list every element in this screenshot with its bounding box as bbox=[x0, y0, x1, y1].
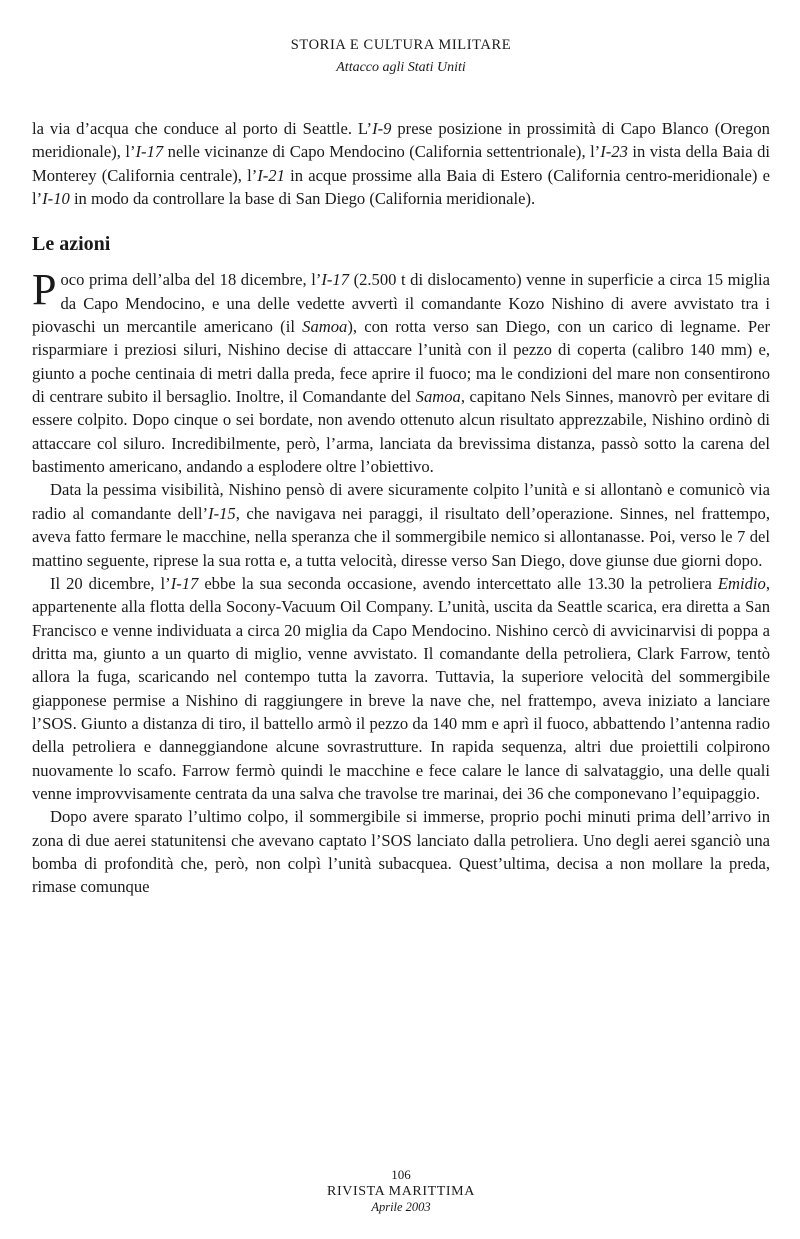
section-title: Le azioni bbox=[32, 233, 111, 256]
paragraph-3 bbox=[32, 572, 770, 805]
vessel-name-samoa: Samoa bbox=[415, 387, 461, 407]
running-header-title: STORIA E CULTURA MILITARE bbox=[290, 37, 512, 53]
vessel-name-i21: I-21 bbox=[257, 165, 285, 185]
vessel-name-samoa: Samoa bbox=[302, 317, 348, 337]
intro-text-5: in acque prossime alla Baia di Estero (California centro-meridionale) e l’ bbox=[32, 165, 770, 209]
p4-text-1: Dopo avere sparato l’ultimo colpo, il sommergibile si immerse, proprio pochi minuti prima dell’arrivo in zona di due aerei statunitensi che avevano captato l’SOS lanciato dalla petroliera. Uno degli aerei sganciò una bomba di profondità che, però, non colpì l’unità subacquea. Quest’ultima, decisa a non mollare la preda, rimase comunque bbox=[32, 807, 770, 897]
p1-text-3: ), con rotta verso san Diego, con un carico di legname. Per risparmiare i preziosi siluri, Nishino decise di attaccare l’unità con il pezzo di coperta (calibro 140 mm) e, giunto a poche centinaia di metri dalla preda, fece aprire il fuoco; ma le condizioni del mare non consentirono di centrare subito il bersaglio. Inoltre, il Comandante del bbox=[32, 317, 771, 407]
intro-text-4: in vista della Baia di Monterey (California centrale), l’ bbox=[32, 142, 770, 185]
p1-text-1: oco prima dell’alba del 18 dicembre, l’ bbox=[60, 270, 322, 290]
running-header bbox=[32, 36, 770, 79]
vessel-name-i9: I-9 bbox=[372, 119, 392, 138]
drop-cap: P bbox=[32, 265, 57, 315]
running-header-subtitle: Attacco agli Stati Uniti bbox=[336, 60, 466, 75]
vessel-name-i15: I-15 bbox=[208, 503, 236, 523]
document-page bbox=[32, 0, 770, 1239]
p1-text-4: , capitano Nels Sinnes, manovrò per evitare di essere colpito. Dopo cinque o sei bordate, non avendo ottenuto alcun risultato apprezzabile, Nishino ordinò di attaccare col siluro. Incredibilmente, però, l’arma, lanciata da brevissima distanza, passò sotto la carena del bastimento americano, andando a esplodere oltre l’obiettivo. bbox=[32, 387, 770, 477]
p1-text-2: (2.500 t di dislocamento) venne in superficie a circa 15 miglia da Capo Mendocino, e una delle vedette avvertì il comandante Kozo Nishino di avere avvistato tra i piovaschi un mercantile americano (il bbox=[32, 270, 770, 337]
paragraph-4 bbox=[32, 805, 770, 898]
intro-text-2: prese posizione in prossimità di Capo Blanco (Oregon meridionale), l’ bbox=[32, 119, 770, 162]
vessel-name-emidio: Emidio bbox=[717, 573, 766, 593]
p3-text-1: Il 20 dicembre, l’ bbox=[50, 573, 171, 593]
vessel-name-i17: I-17 bbox=[321, 270, 350, 290]
body-text bbox=[32, 117, 770, 899]
p3-text-2: ebbe la sua seconda occasione, avendo intercettato alle 13.30 la petroliera bbox=[198, 573, 718, 593]
paragraph-1 bbox=[32, 265, 771, 478]
intro-text-3: nelle vicinanze di Capo Mendocino (California settentrionale), l’ bbox=[163, 142, 601, 162]
issue-date: Aprile 2003 bbox=[371, 1200, 431, 1214]
intro-text-6: in modo da controllare la base di San Diego (California meridionale). bbox=[69, 189, 536, 209]
page-number: 106 bbox=[391, 1167, 411, 1182]
vessel-name-i10: I-10 bbox=[42, 189, 70, 209]
vessel-name-i17: I-17 bbox=[135, 142, 164, 162]
running-footer bbox=[32, 1167, 770, 1215]
p3-text-3: , appartenente alla flotta della Socony-Vacuum Oil Company. L’unità, uscita da Seattle scarica, era diretta a San Francisco e venne individuata a circa 20 miglia da Capo Mendocino. Nishino cercò di avvicinarvisi di poppa a dritta ma, giunto a un quarto di miglio, venne avvistato. Il comandante della petroliera, Clark Farrow, tentò allora la fuga, scaricando nel contempo tutta la zavorra. Tuttavia, la superiore velocità del sommergibile giapponese permise a Nishino di raggiungere in breve la nave che, nel frattempo, aveva iniziato a lanciare l’SOS. Giunto a distanza di tiro, il battello armò il pezzo da 140 mm e aprì il fuoco, abbattendo l’antenna radio della petroliera e danneggiandone alcune sovrastrutture. In rapida sequenza, altri due proiettili colpirono nuovamente lo scafo. Farrow fermò quindi le macchine e fece calare le lance di salvataggio, una delle quali venne improvvisamente centrata da una salva che travolse tre marinai, dei 36 che componevano l’equipaggio. bbox=[32, 573, 770, 803]
journal-name: RIVISTA MARITTIMA bbox=[327, 1184, 475, 1199]
paragraph-2 bbox=[32, 478, 770, 571]
vessel-name-i17: I-17 bbox=[170, 573, 199, 593]
vessel-name-i23: I-23 bbox=[600, 142, 628, 162]
intro-text-1: la via d’acqua che conduce al porto di Seattle. L’ bbox=[32, 119, 373, 138]
intro-paragraph bbox=[32, 117, 770, 210]
p2-text-1: Data la pessima visibilità, Nishino pensò di avere sicuramente colpito l’unità e si allontanò e comunicò via radio al comandante dell’ bbox=[32, 480, 770, 523]
p2-text-2: , che navigava nei paraggi, il risultato dell’operazione. Sinnes, nel frattempo, aveva fatto fermare le macchine, nella speranza che il sommergibile nemico si allontanasse. Poi, verso le 7 del mattino seguente, riprese la sua rotta e, a tutta velocità, diresse verso San Diego, dove giunse due giorni dopo. bbox=[32, 503, 770, 570]
